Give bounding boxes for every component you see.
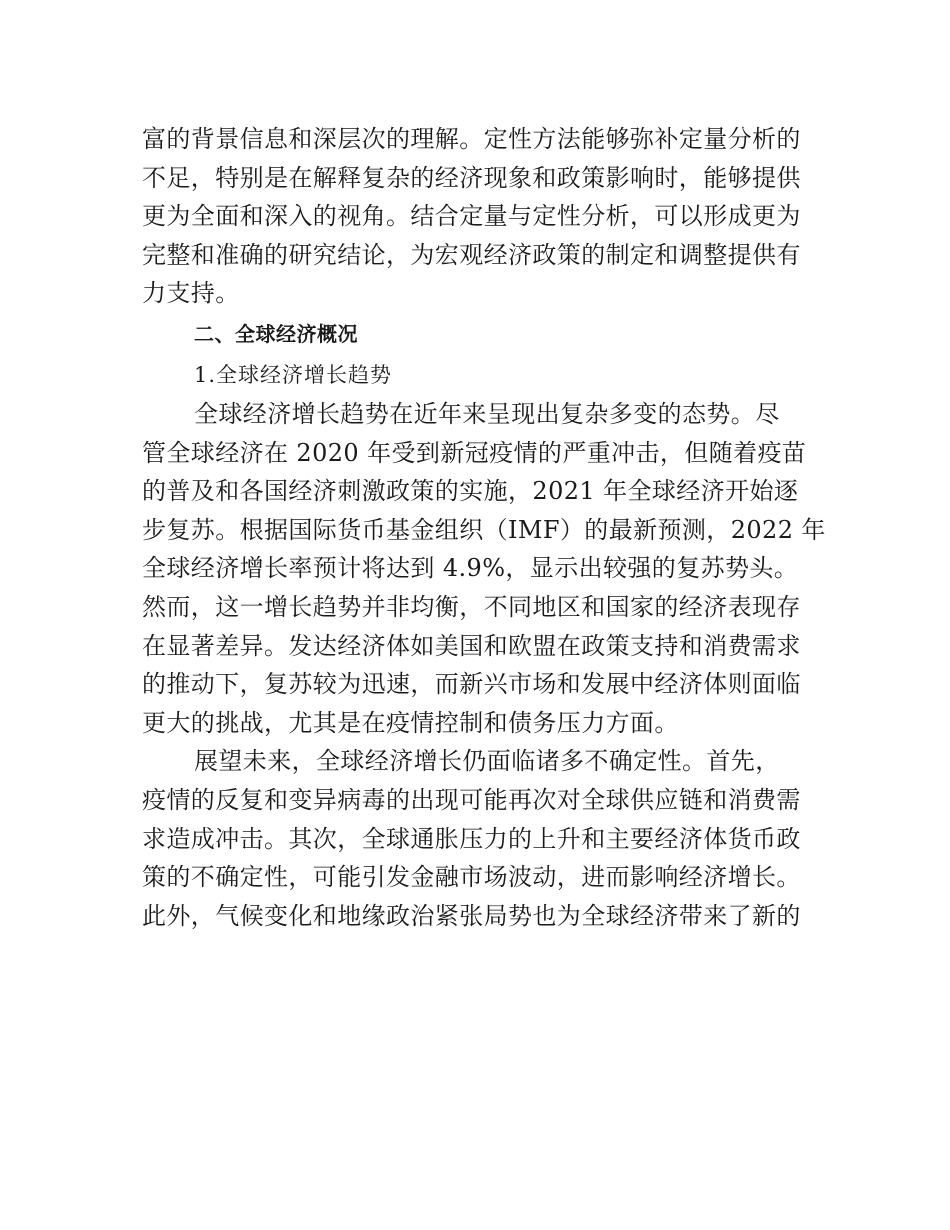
paragraph-line: 在显著差异。发达经济体如美国和欧盟在政策支持和消费需求 (142, 631, 801, 660)
paragraph-line: 管全球经济在 2020 年受到新冠疫情的严重冲击，但随着疫苗 (142, 438, 807, 467)
paragraph-line: 疫情的反复和变异病毒的出现可能再次对全球供应链和消费需 (142, 785, 801, 814)
paragraph-line: 展望未来，全球经济增长仍面临诸多不确定性。首先， (194, 747, 780, 776)
paragraph-line: 更为全面和深入的视角。结合定量与定性分析，可以形成更为 (142, 202, 801, 231)
paragraph-growth-trend (142, 395, 826, 742)
paragraph-line: 的普及和各国经济刺激政策的实施，2021 年全球经济开始逐 (142, 477, 799, 506)
subsection-heading: 1.全球经济增长趋势 (194, 362, 393, 387)
paragraph-line: 全球经济增长趋势在近年来呈现出复杂多变的态势。尽 (194, 399, 780, 428)
document-page (142, 120, 826, 935)
section-heading: 二、全球经济概况 (194, 321, 358, 346)
paragraph-line: 策的不确定性，可能引发金融市场波动，进而影响经济增长。 (142, 863, 801, 892)
paragraph-line: 此外，气候变化和地缘政治紧张局势也为全球经济带来了新的 (142, 901, 801, 930)
paragraph-line: 不足，特别是在解释复杂的经济现象和政策影响时，能够提供 (142, 163, 801, 192)
paragraph-outlook (142, 742, 814, 935)
paragraph-methodology (142, 120, 814, 313)
paragraph-line: 的推动下，复苏较为迅速，而新兴市场和发展中经济体则面临 (142, 670, 801, 699)
paragraph-line: 然而，这一增长趋势并非均衡，不同地区和国家的经济表现存 (142, 592, 801, 621)
paragraph-line: 更大的挑战，尤其是在疫情控制和债务压力方面。 (142, 708, 679, 737)
paragraph-line: 步复苏。根据国际货币基金组织（IMF）的最新预测，2022 年 (142, 515, 826, 544)
paragraph-line: 力支持。 (142, 279, 240, 308)
paragraph-line: 富的背景信息和深层次的理解。定性方法能够弥补定量分析的 (142, 125, 801, 153)
paragraph-line: 求造成冲击。其次，全球通胀压力的上升和主要经济体货币政 (142, 824, 801, 853)
paragraph-line: 全球经济增长率预计将达到 4.9%，显示出较强的复苏势头。 (142, 554, 799, 583)
paragraph-line: 完整和准确的研究结论，为宏观经济政策的制定和调整提供有 (142, 240, 801, 269)
